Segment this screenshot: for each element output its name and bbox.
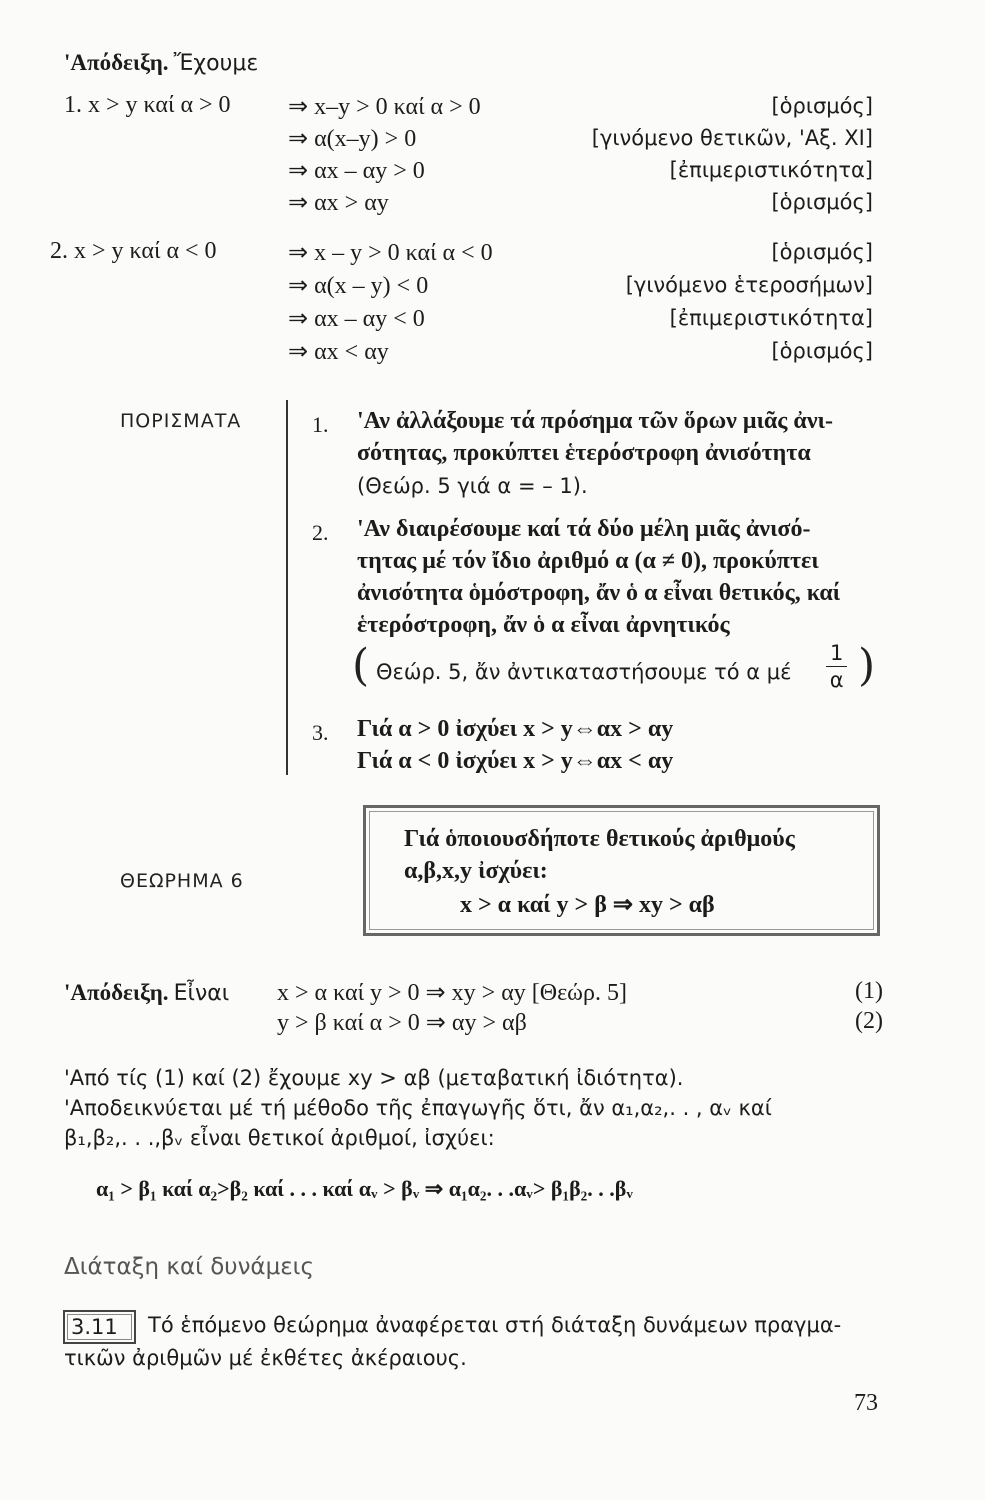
fraction-denominator: α <box>829 668 844 692</box>
case1-reason-2: [γινόμενο θετικῶν, 'Αξ. XI] <box>591 126 873 150</box>
corollary-2-line-4: ἑτερόστροφη, ἄν ὁ α εἶναι ἀρνητικός <box>357 612 730 638</box>
proof2-paragraph-1: 'Από τίς (1) καί (2) ἔχουμε xy > αβ (μεταβατική ἰδιότητα). <box>64 1066 684 1090</box>
corollary-2-note: Θεώρ. 5, ἄν ἀντικαταστήσουμε τό α μέ <box>376 660 792 684</box>
proof-intro: Ἔχουμε <box>173 51 259 76</box>
case2-premise: 2. x > y καί α < 0 <box>50 238 217 264</box>
proof2-tag-1: (1) <box>855 978 883 1004</box>
case1-step-2: ⇒ α(x–y) > 0 <box>288 126 417 152</box>
case1-step-3: ⇒ αx – αy > 0 <box>288 158 425 184</box>
corollary-2-line-2: τητας μέ τόν ἴδιο ἀριθμό α (α ≠ 0), προκύπτει <box>357 548 819 574</box>
corollary-2-number: 2. <box>312 520 329 545</box>
case2-step-1: ⇒ x – y > 0 καί α < 0 <box>288 240 493 266</box>
corollary-3-number: 3. <box>312 720 329 745</box>
proof2-label: 'Απόδειξη. <box>64 980 169 1005</box>
corollary-3-line-1: Γιά α > 0 ἰσχύει x > y⇔αx > αy <box>357 716 674 742</box>
page-number: 73 <box>854 1390 878 1416</box>
proof2-paragraph-2b: β₁,β₂,. . .,βᵥ εἶναι θετικοί ἀριθμοί, ἰσχύει: <box>64 1126 495 1150</box>
corollaries-rule <box>286 400 288 775</box>
theorem-label: ΘΕΩΡΗΜΑ 6 <box>120 870 244 892</box>
section-text-1: Τό ἑπόμενο θεώρημα ἀναφέρεται στή διάταξη δυνάμεων πραγμα- <box>148 1313 842 1337</box>
case1-reason-1: [ὁρισμός] <box>771 94 873 118</box>
fraction-numerator: 1 <box>826 640 847 667</box>
proof-heading <box>64 50 258 76</box>
corollary-2-line-3: ἀνισότητα ὁμόστροφη, ἄν ὁ α εἶναι θετικός, καί <box>357 580 841 606</box>
proof2-intro: Εἶναι <box>173 981 230 1006</box>
proof2-paragraph-2a: 'Αποδεικνύεται μέ τή μέθοδο τῆς ἐπαγωγῆς ὅτι, ἄν α₁,α₂,. . , αᵥ καί <box>64 1096 772 1120</box>
induction-formula: α₁ > β₁ καί α₂>β₂ καί . . . καί αᵥ > βᵥ ⇒ α₁α₂. . .αᵥ> β₁β₂. . .βᵥ <box>96 1176 633 1201</box>
proof2-line-1: x > α καί y > 0 ⇒ xy > αy [Θεώρ. 5] <box>277 980 627 1006</box>
corollary-2-line-1: 'Αν διαιρέσουμε καί τά δύο μέλη μιᾶς ἀνισό- <box>357 516 811 542</box>
corollary-1-line-2: σότητας, προκύπτει ἑτερόστροφη ἀνισότητα <box>357 440 811 466</box>
case1-step-4: ⇒ αx > αy <box>288 190 389 216</box>
corollaries-label: ΠΟΡΙΣΜΑΤΑ <box>120 410 242 432</box>
corollary-1-note: (Θεώρ. 5 γιά α = – 1). <box>357 474 588 498</box>
case2-reason-2: [γινόμενο ἑτεροσήμων] <box>625 273 873 297</box>
proof-label: 'Απόδειξη. <box>64 50 169 75</box>
proof2-heading <box>64 980 229 1006</box>
theorem-line-3: x > α καί y > β ⇒ xy > αβ <box>460 892 715 918</box>
case1-step-1: ⇒ x–y > 0 καί α > 0 <box>288 94 481 120</box>
corollary-1-number: 1. <box>312 412 329 437</box>
fraction-one-over-alpha <box>826 640 847 693</box>
case2-step-2: ⇒ α(x – y) < 0 <box>288 273 429 299</box>
case2-reason-3: [ἐπιμεριστικότητα] <box>669 306 873 330</box>
section-text-2: τικῶν ἀριθμῶν μέ ἐκθέτες ἀκέραιους. <box>64 1346 467 1370</box>
section-number: 3.11 <box>71 1315 118 1339</box>
left-paren: ( <box>352 640 370 691</box>
proof2-line-2: y > β καί α > 0 ⇒ αy > αβ <box>277 1010 527 1036</box>
right-paren: ) <box>858 640 876 691</box>
case2-step-3: ⇒ αx – αy < 0 <box>288 306 425 332</box>
case1-reason-4: [ὁρισμός] <box>771 190 873 214</box>
case2-reason-1: [ὁρισμός] <box>771 240 873 264</box>
case2-step-4: ⇒ αx < αy <box>288 339 389 365</box>
case2-reason-4: [ὁρισμός] <box>771 339 873 363</box>
case1-premise: 1. x > y καί α > 0 <box>64 92 231 118</box>
case1-reason-3: [ἐπιμεριστικότητα] <box>669 158 873 182</box>
corollary-3-line-2: Γιά α < 0 ἰσχύει x > y⇔αx < αy <box>357 748 674 774</box>
corollary-1-line-1: 'Αν ἀλλάξουμε τά πρόσημα τῶν ὅρων μιᾶς ἀνι- <box>357 408 833 434</box>
theorem-line-2: α,β,x,y ἰσχύει: <box>404 858 548 884</box>
proof2-tag-2: (2) <box>855 1008 883 1034</box>
section-title: Διάταξη καί δυνάμεις <box>64 1254 314 1280</box>
section-number-box <box>63 1310 136 1344</box>
theorem-line-1: Γιά ὁποιουσδήποτε θετικούς ἀριθμούς <box>404 826 795 852</box>
